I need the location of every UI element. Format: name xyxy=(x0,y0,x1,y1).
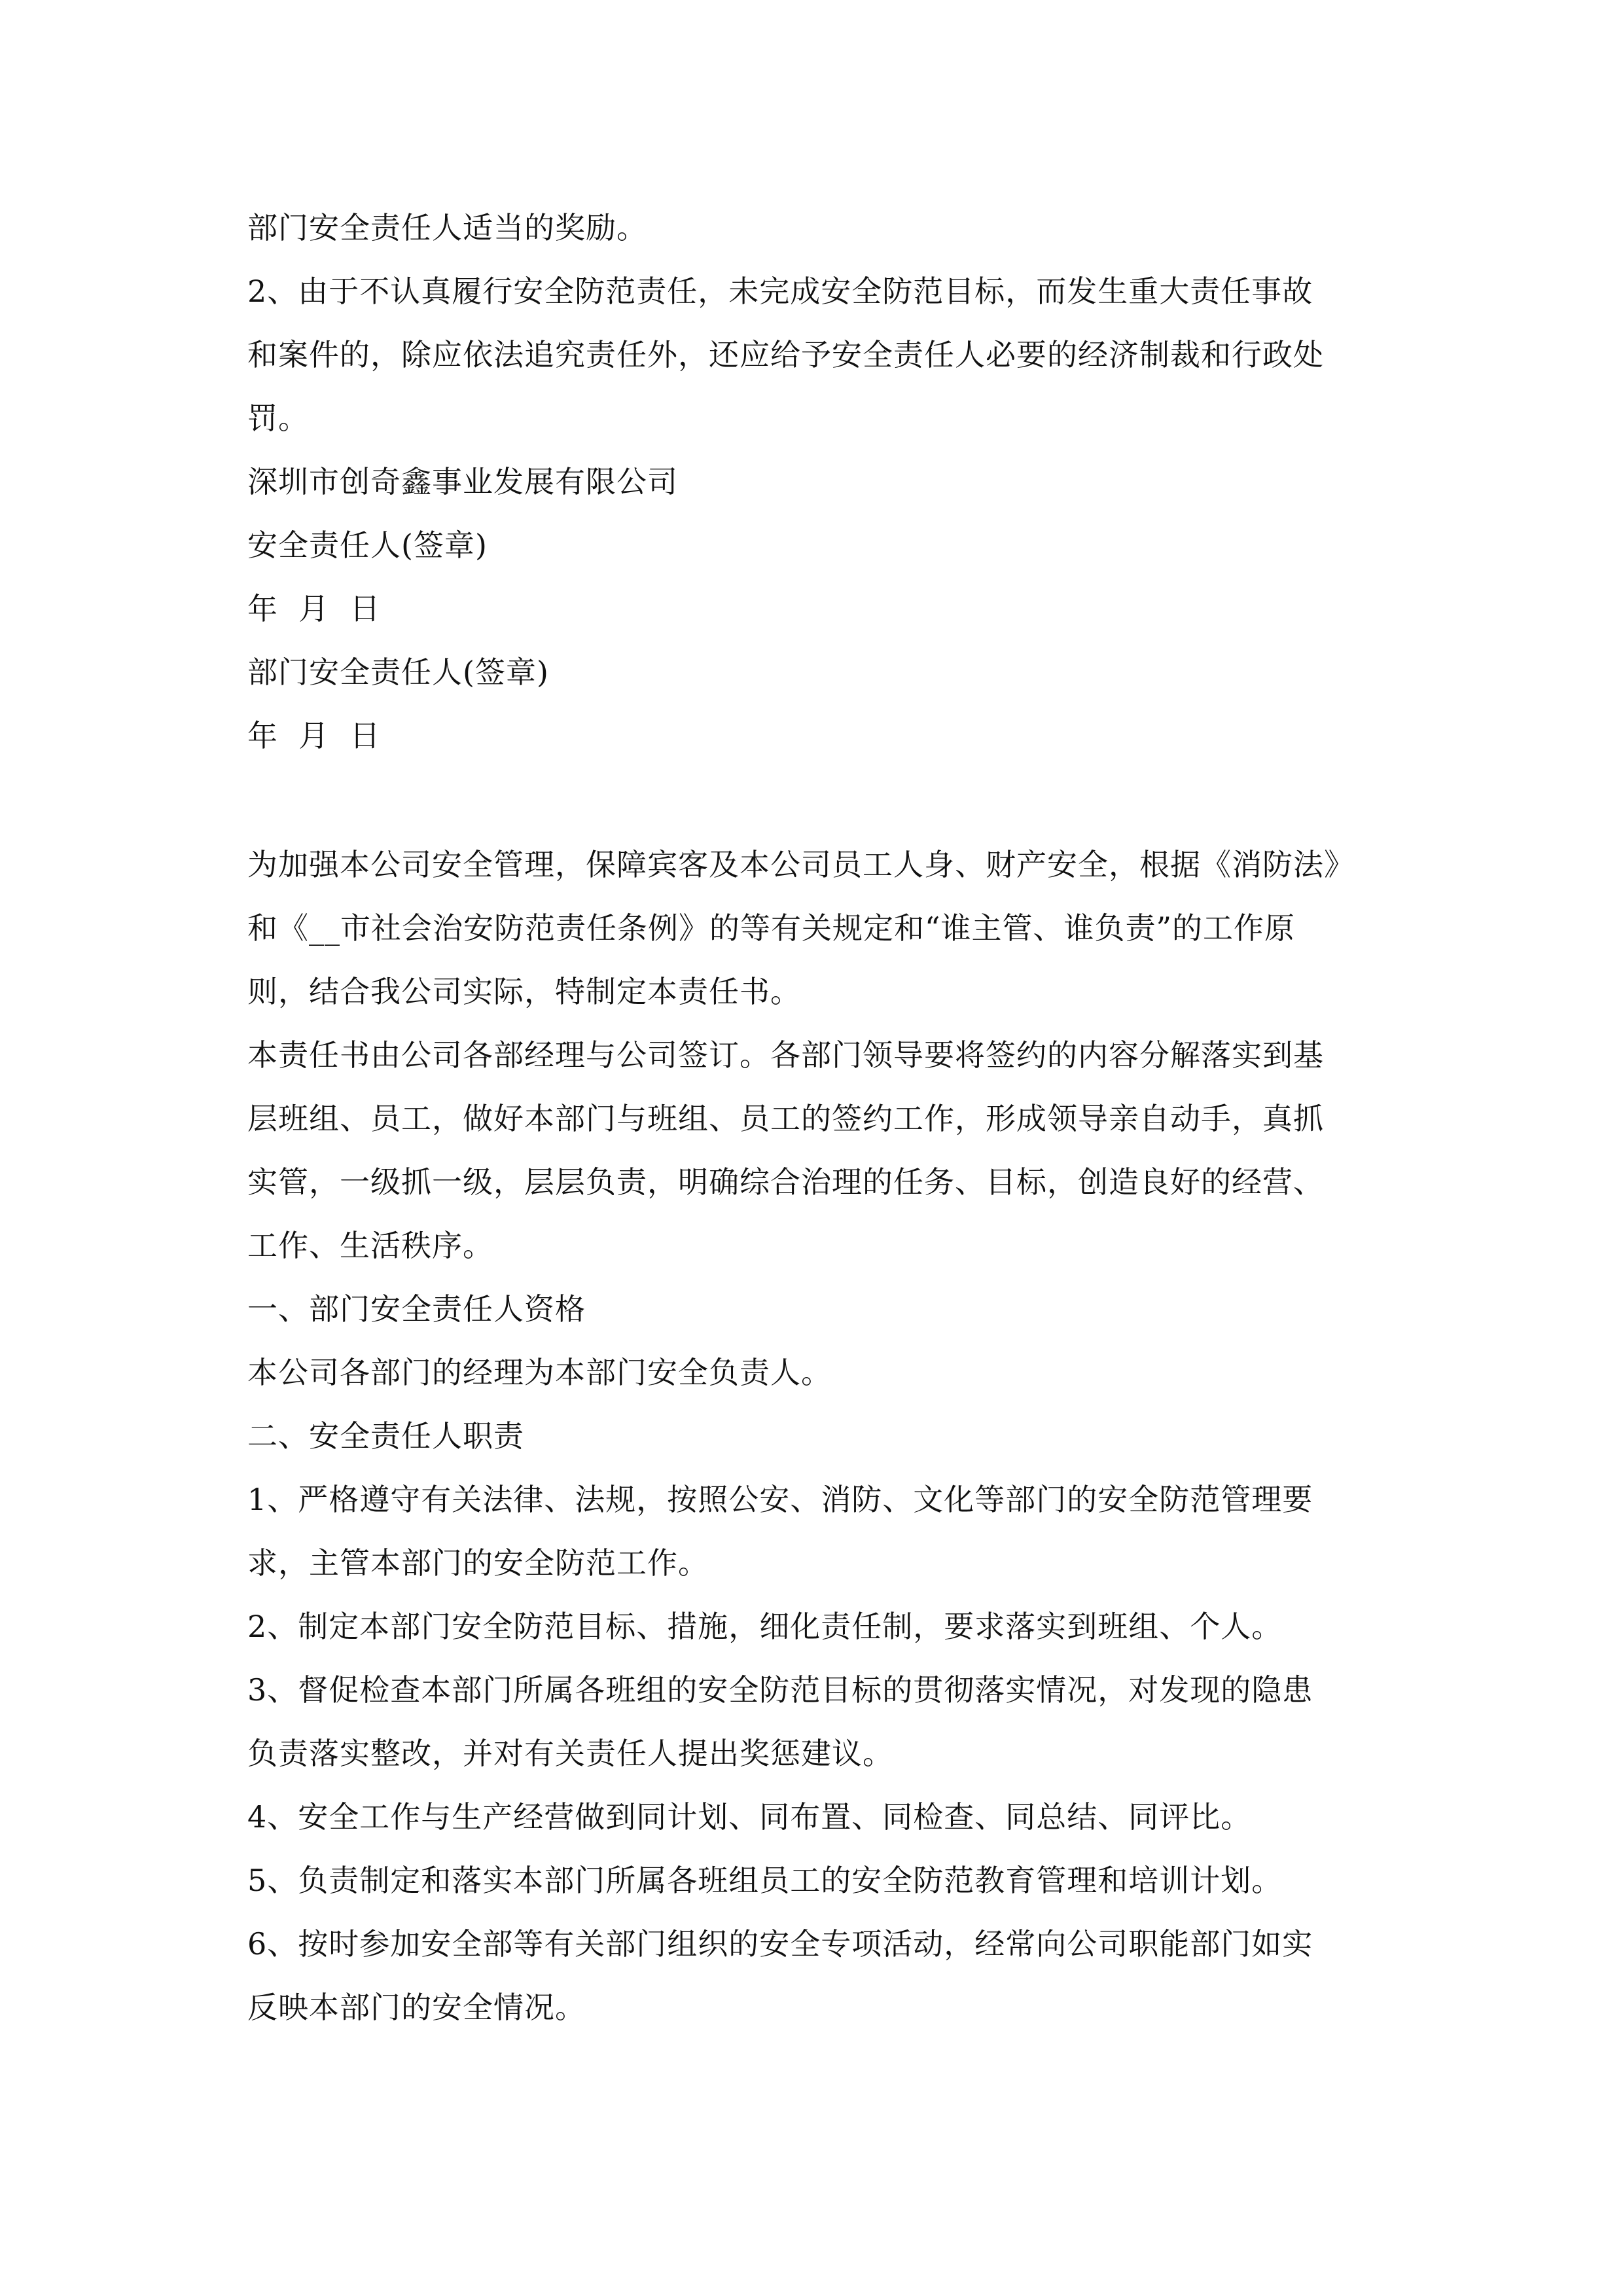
text-line: 部门安全责任人适当的奖励。 xyxy=(247,210,647,245)
text-line: 5、负责制定和落实本部门所属各班组员工的安全防范教育管理和培训计划。 xyxy=(247,1863,1283,1898)
text-line: 和《__市社会治安防范责任条例》的等有关规定和“谁主管、谁负责”的工作原 xyxy=(247,910,1296,946)
company-name: 深圳市创奇鑫事业发展有限公司 xyxy=(247,464,678,499)
text-line: 反映本部门的安全情况。 xyxy=(247,1990,586,2025)
text-line: 为加强本公司安全管理，保障宾客及本公司员工人身、财产安全，根据《消防法》 xyxy=(247,847,1355,882)
signature-label: 部门安全责任人(签章) xyxy=(247,655,549,690)
section-heading: 二、安全责任人职责 xyxy=(247,1418,524,1454)
text-line: 罚。 xyxy=(247,401,309,436)
text-line: 求，主管本部门的安全防范工作。 xyxy=(247,1545,709,1581)
text-line: 本公司各部门的经理为本部门安全负责人。 xyxy=(247,1355,832,1390)
text-line: 3、督促检查本部门所属各班组的安全防范目标的贯彻落实情况，对发现的隐患 xyxy=(247,1672,1313,1708)
text-line: 2、由于不认真履行安全防范责任，未完成安全防范目标，而发生重大责任事故 xyxy=(247,274,1313,309)
section-heading: 一、部门安全责任人资格 xyxy=(247,1291,586,1327)
text-line: 层班组、员工，做好本部门与班组、员工的签约工作，形成领导亲自动手，真抓 xyxy=(247,1101,1324,1136)
text-line: 和案件的，除应依法追究责任外，还应给予安全责任人必要的经济制裁和行政处 xyxy=(247,337,1324,372)
date-line: 年 月 日 xyxy=(247,718,381,753)
text-line: 2、制定本部门安全防范目标、措施，细化责任制，要求落实到班组、个人。 xyxy=(247,1609,1283,1644)
text-line: 工作、生活秩序。 xyxy=(247,1228,493,1263)
text-line: 本责任书由公司各部经理与公司签订。各部门领导要将签约的内容分解落实到基 xyxy=(247,1037,1324,1073)
text-line: 6、按时参加安全部等有关部门组织的安全专项活动，经常向公司职能部门如实 xyxy=(247,1926,1313,1962)
text-line: 1、严格遵守有关法律、法规，按照公安、消防、文化等部门的安全防范管理要 xyxy=(247,1482,1313,1517)
text-line: 实管，一级抓一级，层层负责，明确综合治理的任务、目标，创造良好的经营、 xyxy=(247,1164,1324,1200)
text-line: 则，结合我公司实际，特制定本责任书。 xyxy=(247,974,801,1009)
date-line: 年 月 日 xyxy=(247,591,381,626)
text-line: 4、安全工作与生产经营做到同计划、同布置、同检查、同总结、同评比。 xyxy=(247,1799,1252,1835)
signature-label: 安全责任人(签章) xyxy=(247,528,488,563)
text-line: 负责落实整改，并对有关责任人提出奖惩建议。 xyxy=(247,1736,893,1771)
